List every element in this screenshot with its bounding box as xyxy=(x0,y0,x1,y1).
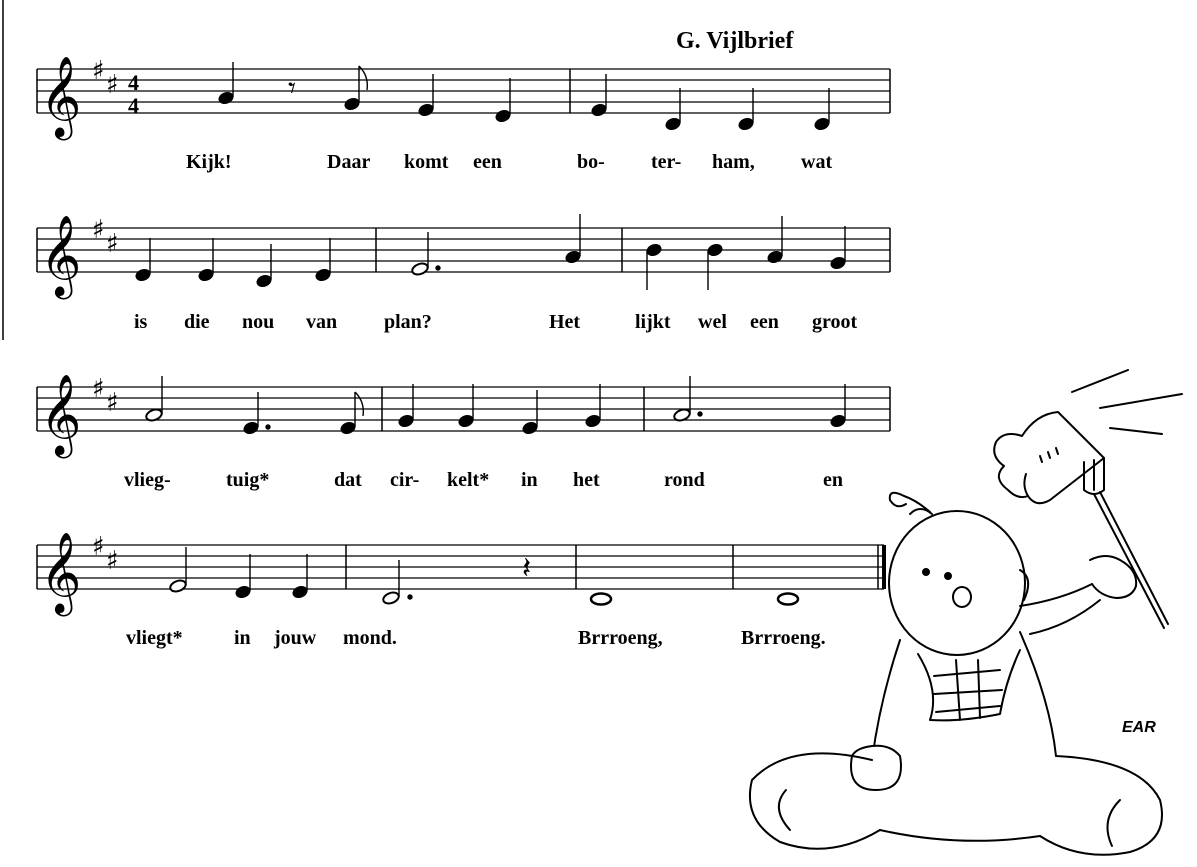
lyric: Daar xyxy=(327,151,371,173)
sharp-f-icon: ♯ xyxy=(92,215,105,245)
lyric: in xyxy=(521,469,538,491)
lyric: vliegt* xyxy=(126,627,183,649)
quarter-rest-icon: 𝄽 xyxy=(522,551,532,586)
treble-clef-icon: 𝄞 xyxy=(40,531,82,613)
lyric: vlieg- xyxy=(124,469,171,491)
lyric: Het xyxy=(549,311,581,333)
lyric: rond xyxy=(664,469,705,491)
sharp-c-icon: ♯ xyxy=(106,546,119,576)
lyric: Brrroeng, xyxy=(578,627,663,649)
lyric: wat xyxy=(801,151,833,173)
staff-system-2 xyxy=(37,214,890,333)
treble-clef-icon: 𝄞 xyxy=(40,214,82,296)
eighth-rest-icon: 𝄾 xyxy=(288,71,296,106)
lyric: lijkt xyxy=(635,311,671,333)
lyric: ter- xyxy=(651,151,682,173)
lyric: het xyxy=(573,469,600,491)
composer-name: G. Vijlbrief xyxy=(676,28,794,54)
illustrator-signature: EAR xyxy=(1122,719,1156,736)
lyric: Brrroeng. xyxy=(741,627,826,649)
sharp-c-icon: ♯ xyxy=(106,229,119,259)
lyric: tuig* xyxy=(226,469,270,491)
lyric: van xyxy=(306,311,338,333)
lyric: komt xyxy=(404,151,449,173)
sharp-c-icon: ♯ xyxy=(106,70,119,100)
lyric: cir- xyxy=(390,469,420,491)
lyric: groot xyxy=(812,311,858,333)
baby-with-flying-sandwich-icon xyxy=(750,370,1182,855)
staff-system-3 xyxy=(37,373,890,491)
sharp-f-icon: ♯ xyxy=(92,532,105,562)
sharp-c-icon: ♯ xyxy=(106,388,119,418)
time-signature-bottom: 4 xyxy=(128,93,139,118)
lyric: jouw xyxy=(274,627,317,649)
treble-clef-icon: 𝄞 xyxy=(40,373,82,455)
lyric: een xyxy=(750,311,779,333)
lyric: is xyxy=(134,311,148,333)
lyric: bo- xyxy=(577,151,605,173)
lyric: en xyxy=(823,469,843,491)
lyric: plan? xyxy=(384,311,432,333)
lyric: kelt* xyxy=(447,469,490,491)
lyric: mond. xyxy=(343,627,397,649)
sharp-f-icon: ♯ xyxy=(92,374,105,404)
lyric: Kijk! xyxy=(186,151,232,173)
lyric: die xyxy=(184,311,210,333)
treble-clef-icon: 𝄞 xyxy=(40,55,82,137)
lyric: dat xyxy=(334,469,362,491)
lyric: in xyxy=(234,627,251,649)
staff-system-4 xyxy=(37,531,884,649)
staff-system-1 xyxy=(37,55,890,173)
lyric: wel xyxy=(698,311,727,333)
lyric: nou xyxy=(242,311,275,333)
lyric: ham, xyxy=(712,151,755,173)
time-signature-top: 4 xyxy=(128,70,139,95)
lyric: een xyxy=(473,151,502,173)
sharp-f-icon: ♯ xyxy=(92,56,105,86)
